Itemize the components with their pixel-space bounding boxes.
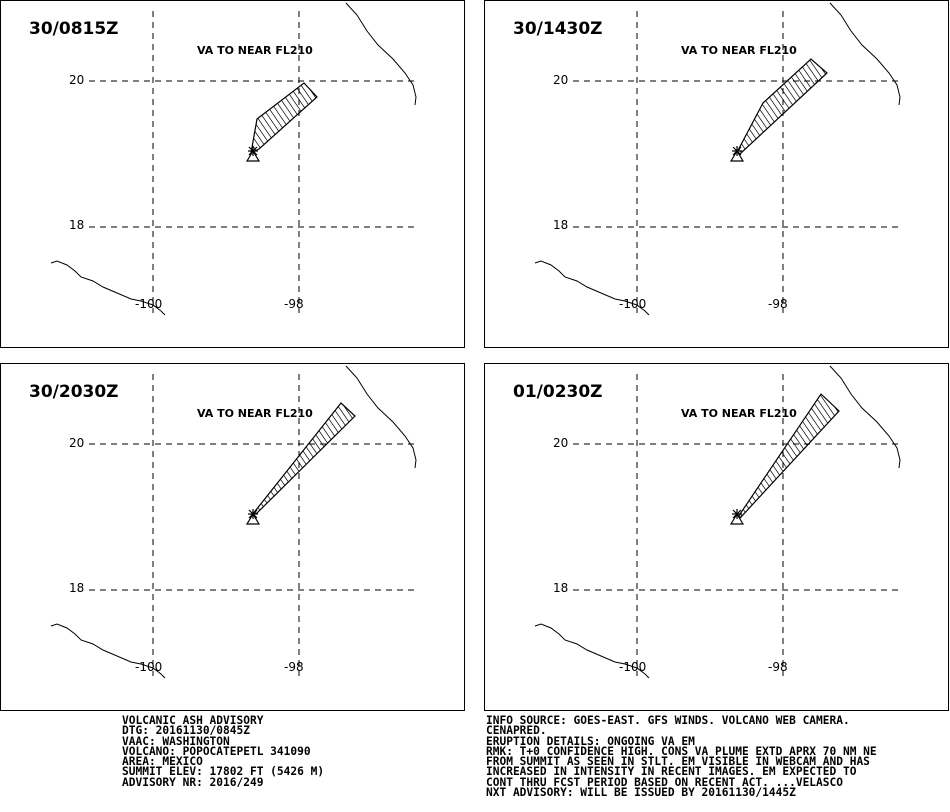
advisory-line: FROM SUMMIT AS SEEN IN STLT. EM VISIBLE IN WEBCAM AND HAS (486, 755, 870, 769)
advisory-line: CONT THRU FCST PERIOD BASED ON RECENT ACT. ...VELASCO (486, 775, 843, 789)
va-label: VA TO NEAR FL210 (681, 44, 797, 57)
eruption-star-icon (248, 509, 258, 519)
advisory-line: VOLCANIC ASH ADVISORY (122, 714, 264, 727)
advisory-line: ERUPTION DETAILS: ONGOING VA EM (486, 734, 695, 748)
va-label: VA TO NEAR FL210 (681, 407, 797, 420)
lat-label-18: 18 (69, 581, 85, 595)
coastline (346, 366, 416, 468)
advisory-line: ADVISORY NR: 2016/249 (122, 775, 264, 789)
advisory-line: AREA: MEXICO (122, 755, 203, 769)
coastline (830, 3, 900, 105)
advisory-line: RMK: T+0 CONFIDENCE HIGH. CONS VA PLUME EXTD APRX 70 NM NE (486, 744, 877, 758)
lat-label-20: 20 (553, 436, 569, 450)
va-label: VA TO NEAR FL210 (197, 407, 313, 420)
advisory-header-block (122, 716, 324, 788)
lon-label-98: -98 (284, 297, 304, 311)
panel-time: 30/0815Z (29, 19, 119, 39)
lat-label-18: 18 (553, 218, 569, 232)
lon-label-100: -100 (135, 297, 163, 311)
lon-label-100: -100 (619, 297, 647, 311)
lon-label-98: -98 (768, 297, 788, 311)
eruption-star-icon (732, 146, 742, 156)
coastline (346, 3, 416, 105)
map-panel-3 (0, 363, 465, 711)
advisory-line: DTG: 20161130/0845Z (122, 724, 250, 738)
eruption-star-icon (248, 146, 258, 156)
lat-label-20: 20 (553, 73, 569, 87)
map-panel-2 (484, 0, 949, 348)
advisory-line: SUMMIT ELEV: 17802 FT (5426 M) (122, 765, 325, 779)
lat-label-18: 18 (553, 581, 569, 595)
lon-label-100: -100 (619, 660, 647, 674)
coastline (830, 366, 900, 468)
lon-label-98: -98 (284, 660, 304, 674)
lon-label-100: -100 (135, 660, 163, 674)
panel-time: 30/2030Z (29, 382, 119, 402)
map-panel-1 (0, 0, 465, 348)
advisory-line: INCREASED IN INTENSITY IN RECENT IMAGES. EM EXPECTED TO (486, 765, 857, 779)
lat-label-18: 18 (69, 218, 85, 232)
advisory-details-block (486, 716, 877, 798)
map-panel-4 (484, 363, 949, 711)
advisory-line: VOLCANO: POPOCATEPETL 341090 (122, 744, 311, 758)
advisory-line: INFO SOURCE: GOES-EAST. GFS WINDS. VOLCANO WEB CAMERA. (486, 714, 850, 727)
advisory-line: VAAC: WASHINGTON (122, 734, 230, 748)
panel-time: 30/1430Z (513, 19, 603, 39)
lon-label-98: -98 (768, 660, 788, 674)
panel-time: 01/0230Z (513, 382, 603, 402)
advisory-line: CENAPRED. (486, 724, 547, 738)
lat-label-20: 20 (69, 436, 85, 450)
advisory-line: NXT ADVISORY: WILL BE ISSUED BY 20161130/1445Z (486, 786, 796, 800)
va-label: VA TO NEAR FL210 (197, 44, 313, 57)
eruption-star-icon (732, 509, 742, 519)
lat-label-20: 20 (69, 73, 85, 87)
